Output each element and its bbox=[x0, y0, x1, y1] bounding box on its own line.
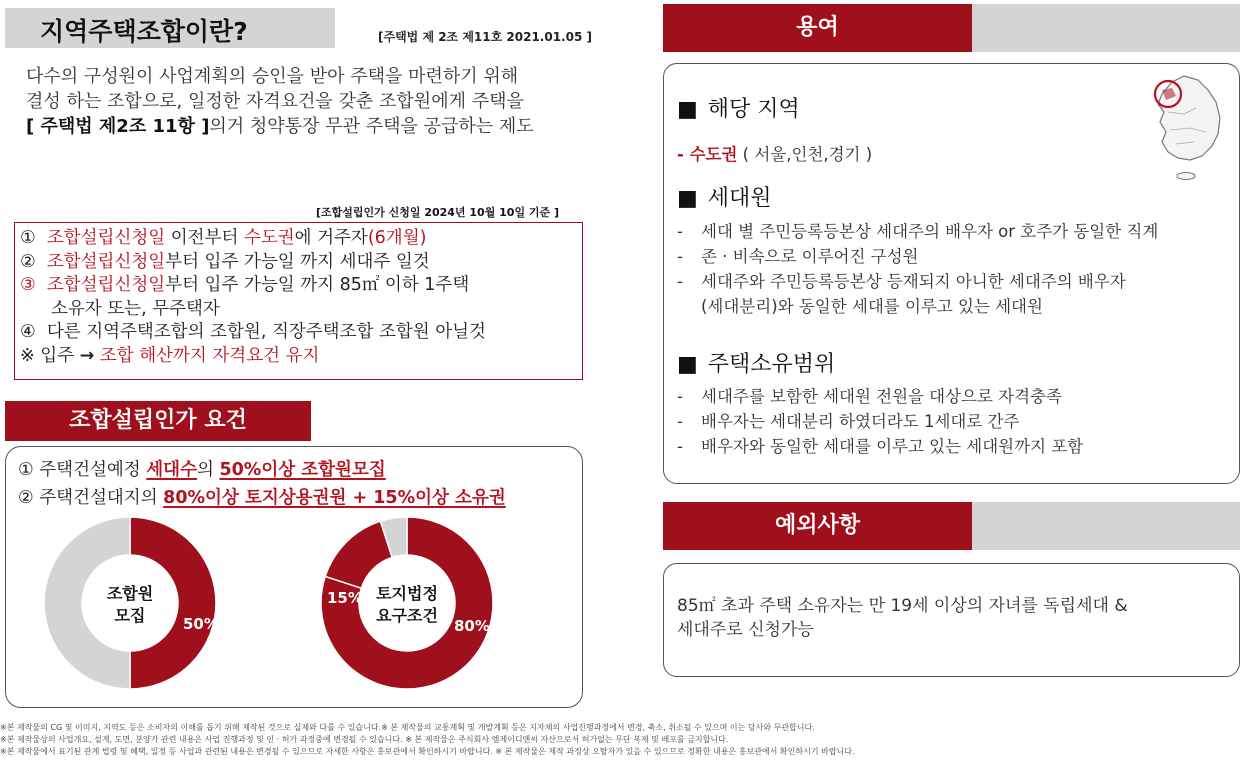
definition-line-3-rest: 의거 청약통장 무관 주택을 공급하는 제도 bbox=[209, 116, 534, 137]
household-heading bbox=[677, 181, 772, 212]
establishment-item-1 bbox=[18, 456, 506, 484]
qualification-item-2 bbox=[20, 251, 486, 275]
dash-bullet: - bbox=[677, 412, 683, 431]
disclaimer-line: ※본 제작물상의 사업개요, 설계, 도면, 분양가 관련 내용은 사업 진행과정 및 인 · 허가 과정중에 변경될 수 있습니다. ※ 본 제작물은 주식회사 엠제이디앤씨 자산으로서 허가없는 무단 복제 및 배포를 금지합니다. bbox=[0, 735, 729, 744]
item-number: ② bbox=[20, 251, 36, 272]
area-cities: ( 서울,인천,경기 ) bbox=[737, 145, 873, 164]
establishment-item-2 bbox=[18, 484, 506, 512]
qualification-item-4 bbox=[20, 321, 486, 345]
disclaimer-line: ※본 제작물의 CG 및 이미지, 지역도 등은 소비자의 이해를 돕기 위해 제작된 것으로 실제와 다를 수 있습니다.※ 본 제작물의 교통계획 및 개발계획 등은 지자체의 사업진행과정에서 변경, 축소, 취소될 수 있으며 이는 당사와 무관합니다. bbox=[0, 723, 815, 732]
donut-2-center-label bbox=[367, 583, 447, 627]
exception-title: 예외사항 bbox=[663, 502, 972, 550]
item-text: 의 bbox=[196, 460, 220, 480]
square-bullet-icon: ■ bbox=[677, 97, 698, 122]
item-number: ① bbox=[20, 228, 36, 248]
exception-line-1: 85㎡ 초과 주택 소유자는 만 19세 이상의 자녀를 독립세대 & bbox=[677, 596, 1128, 616]
household-item bbox=[677, 294, 1158, 319]
definition-line-2: 결성 하는 조합으로, 일정한 자격요건을 갖춘 조합원에게 주택을 bbox=[26, 91, 524, 112]
household-item-text: 존 · 비속으로 이루어진 구성원 bbox=[701, 247, 919, 266]
highlight-text: 조합설립신청일 bbox=[46, 228, 166, 248]
item-text: 다른 지역주택조합의 조합원, 직장주택조합 조합원 아닐것 bbox=[46, 322, 486, 342]
item-number: ③ bbox=[20, 275, 36, 295]
household-heading-text: 세대원 bbox=[707, 186, 772, 211]
donut-2-center-line-1: 토지법정 bbox=[376, 584, 438, 603]
donut-1-center-line-1: 조합원 bbox=[106, 584, 154, 603]
highlight-text: 세대수 bbox=[146, 460, 197, 480]
item-text: 부터 입주 가능일 까지 세대주 일것 bbox=[165, 251, 430, 272]
disclaimer-line: ※본 제작물에서 표기된 관계 법령 및 혜택, 일정 등 사업과 관련된 내용은 변경될 수 있으므로 자세한 사항은 홍보관에서 확인하시기 바랍니다. ※ 본 제작물은 제작 과정상 오탈자가 있을 수 있으므로 정확한 내용은 홍보관에서 확인하시기 바랍니다. bbox=[0, 747, 855, 756]
donut-2-percent-main: 80% bbox=[454, 617, 490, 635]
terms-title: 용여 bbox=[663, 4, 972, 52]
household-item-text: (세대분리)와 동일한 세대를 이루고 있는 세대원 bbox=[701, 297, 1043, 316]
area-detail bbox=[677, 141, 872, 165]
item-number: ④ bbox=[20, 322, 36, 342]
dash-bullet: - bbox=[677, 387, 683, 406]
definition-title: 지역주택조합이란? bbox=[40, 17, 248, 46]
item-text: 에 거주자 bbox=[294, 228, 368, 248]
area-highlight: - 수도권 bbox=[677, 145, 738, 164]
highlight-text: 조합설립신청일 bbox=[46, 275, 166, 295]
household-item bbox=[677, 219, 1158, 244]
qualification-item-1 bbox=[20, 227, 486, 251]
arrow-icon: → bbox=[79, 345, 95, 366]
household-item bbox=[677, 244, 1158, 269]
household-item bbox=[677, 269, 1158, 294]
highlight-text: 수도권 bbox=[243, 228, 295, 248]
qualification-item-3-cont: 소유자 또는, 무주택자 bbox=[51, 298, 220, 319]
household-list bbox=[677, 219, 1158, 319]
law-article: [ 주택법 제2조 11항 ] bbox=[26, 116, 210, 137]
highlight-text: (6개월) bbox=[367, 228, 427, 248]
square-bullet-icon: ■ bbox=[677, 186, 698, 211]
exception-text bbox=[677, 594, 1128, 642]
law-reference: [주택법 제 2조 제11호 2021.01.05 ] bbox=[378, 30, 592, 44]
ownership-heading-text: 주택소유범위 bbox=[707, 352, 836, 377]
square-bullet-icon: ■ bbox=[677, 352, 698, 377]
household-item-text: 세대주와 주민등록등본상 등재되지 아니한 세대주의 배우자 bbox=[701, 272, 1126, 291]
area-heading bbox=[677, 92, 800, 123]
disclaimer-footer bbox=[0, 722, 855, 758]
ownership-heading bbox=[677, 347, 835, 378]
item-text: 이전부터 bbox=[165, 228, 244, 248]
item-text: 부터 입주 가능일 까지 85㎡ 이하 1주택 bbox=[165, 275, 470, 295]
highlight-text: 50%이상 조합원모집 bbox=[219, 460, 386, 480]
item-text: 주택건설예정 bbox=[33, 460, 147, 480]
definition-text bbox=[26, 64, 586, 139]
item-number: ② bbox=[18, 488, 34, 508]
qualification-footnote bbox=[20, 345, 486, 369]
ownership-item bbox=[677, 434, 1083, 459]
footnote-prefix: ※ 입주 bbox=[20, 345, 80, 366]
qualification-note: [조합설립인가 신청일 2024년 10월 10일 기준 ] bbox=[316, 206, 560, 219]
exception-line-2: 세대주로 신청가능 bbox=[677, 620, 814, 640]
establishment-list bbox=[18, 456, 506, 512]
highlight-text: 조합 해산까지 자격요건 유지 bbox=[94, 345, 320, 366]
ownership-item-text: 배우자와 동일한 세대를 이루고 있는 세대원까지 포함 bbox=[701, 437, 1084, 456]
definition-line-1: 다수의 구성원이 사업계획의 승인을 받아 주택을 마련하기 위해 bbox=[26, 66, 519, 87]
donut-2-center-line-2: 요구조건 bbox=[376, 606, 438, 625]
dash-bullet: - bbox=[677, 437, 683, 456]
donut-1-percent-label: 50% bbox=[183, 615, 219, 633]
donut-1-center-line-2: 모집 bbox=[114, 606, 146, 625]
dash-bullet: - bbox=[677, 247, 683, 266]
ownership-item-text: 배우자는 세대분리 하였더라도 1세대로 간주 bbox=[701, 412, 1020, 431]
item-number: ① bbox=[18, 460, 34, 480]
qualification-item-3 bbox=[20, 274, 486, 298]
qualification-list bbox=[20, 227, 486, 368]
ownership-item bbox=[677, 384, 1083, 409]
highlight-text: 80%이상 토지상용권원 + 15%이상 소유권 bbox=[163, 488, 506, 508]
definition-line-3 bbox=[26, 114, 586, 139]
household-item-text: 세대 별 주민등록등본상 세대주의 배우자 or 호주가 동일한 직계 bbox=[701, 222, 1159, 241]
dash-bullet: - bbox=[677, 272, 683, 291]
establishment-title: 조합설립인가 요건 bbox=[5, 401, 311, 441]
ownership-item bbox=[677, 409, 1083, 434]
highlight-text: 조합설립신청일 bbox=[46, 251, 166, 272]
donut-1-center-label bbox=[95, 583, 165, 627]
ownership-item-text: 세대주를 보함한 세대원 전원을 대상으로 자격충족 bbox=[701, 387, 1062, 406]
korea-map-icon bbox=[1150, 72, 1230, 184]
donut-2-percent-small: 15% bbox=[327, 589, 363, 607]
area-heading-text: 해당 지역 bbox=[707, 97, 800, 122]
item-text: 주택건설대지의 bbox=[33, 488, 164, 508]
qualification-title: 조합원가입 자격요건 bbox=[58, 188, 258, 213]
dash-bullet: - bbox=[677, 222, 683, 241]
ownership-list bbox=[677, 384, 1083, 459]
